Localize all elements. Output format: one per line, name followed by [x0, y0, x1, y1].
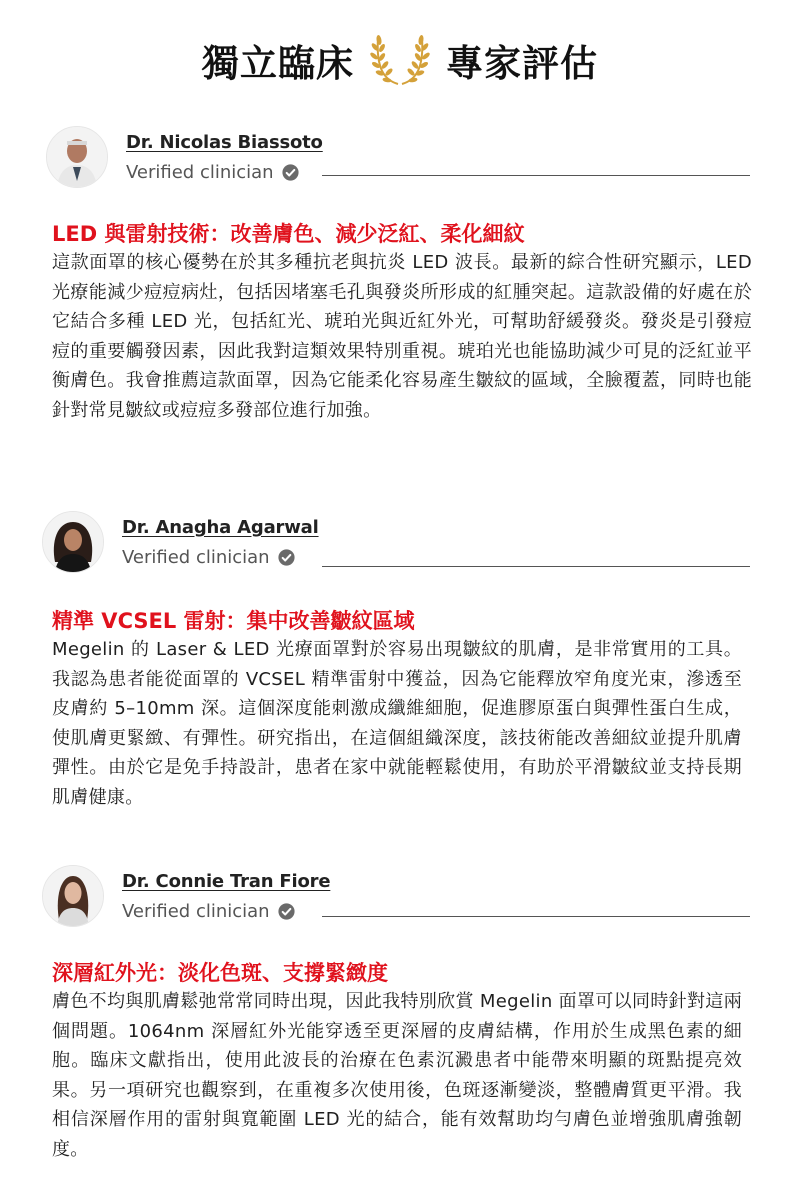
title-right: 專家評估: [446, 42, 598, 85]
check-circle-icon: [278, 903, 295, 920]
check-circle-icon: [282, 164, 299, 181]
laurel-wreath-icon: [370, 32, 430, 88]
review-heading: 精準 VCSEL 雷射：集中改善皺紋區域: [52, 609, 415, 633]
review-body: 這款面罩的核心優勢在於其多種抗老與抗炎 LED 波長。最新的綜合性研究顯示，LED 光療能減少痘痘病灶，包括因堵塞毛孔與發炎所形成的紅腫突起。這款設備的好處在於它結合多種 LED 光，包括紅光、琥珀光與近紅外光，可幫助舒緩發炎。發炎是引發痘痘的重要觸發因素，因此我對這類效果特別重視。琥珀光也能協助減少可見的泛紅並平衡膚色。我會推薦這款面罩，因為它能柔化容易產生皺紋的區域，全臉覆蓋，同時也能針對常見皺紋或痘痘多發部位進行加強。: [52, 252, 752, 421]
check-circle-icon: [278, 549, 295, 566]
verified-badge: [126, 162, 299, 183]
review-heading: LED 與雷射技術：改善膚色、減少泛紅、柔化細紋: [52, 222, 525, 246]
verified-label: Verified clinician: [122, 901, 270, 922]
review-body: 膚色不均與肌膚鬆弛常常同時出現，因此我特別欣賞 Megelin 面罩可以同時針對這兩個問題。1064nm 深層紅外光能穿透至更深層的皮膚結構，作用於生成黑色素的細胞。臨床文獻指出，使用此波長的治療在色素沉澱患者中能帶來明顯的斑點提亮效果。另一項研究也觀察到，在重複多次使用後，色斑逐漸變淡，整體膚質更平滑。我相信深層作用的雷射與寬範圍 LED 光的結合，能有效幫助均勻膚色並增強肌膚強韌度。: [52, 991, 742, 1160]
clinician-name-link[interactable]: Dr. Nicolas Biassoto: [126, 132, 323, 153]
avatar: [42, 511, 104, 573]
verified-label: Verified clinician: [122, 547, 270, 568]
review-heading: 深層紅外光：淡化色斑、支撐緊緻度: [52, 961, 388, 985]
divider: [322, 566, 750, 567]
avatar: [42, 865, 104, 927]
verified-badge: [122, 901, 295, 922]
verified-badge: [122, 547, 295, 568]
verified-label: Verified clinician: [126, 162, 274, 183]
clinician-name-link[interactable]: Dr. Connie Tran Fiore: [122, 871, 331, 892]
divider: [322, 916, 750, 917]
clinician-name-link[interactable]: Dr. Anagha Agarwal: [122, 517, 319, 538]
avatar: [46, 126, 108, 188]
title-left: 獨立臨床: [202, 42, 354, 85]
review-body: Megelin 的 Laser & LED 光療面罩對於容易出現皺紋的肌膚，是非常實用的工具。我認為患者能從面罩的 VCSEL 精準雷射中獲益，因為它能釋放窄角度光束，滲透至皮膚約 5–10mm 深。這個深度能刺激成纖維細胞，促進膠原蛋白與彈性蛋白生成，使肌膚更緊緻、有彈性。研究指出，在這個組織深度，該技術能改善細紋並提升肌膚彈性。由於它是免手持設計，患者在家中就能輕鬆使用，有助於平滑皺紋並支持長期肌膚健康。: [52, 639, 742, 808]
page-title: [0, 28, 800, 92]
divider: [322, 175, 750, 176]
